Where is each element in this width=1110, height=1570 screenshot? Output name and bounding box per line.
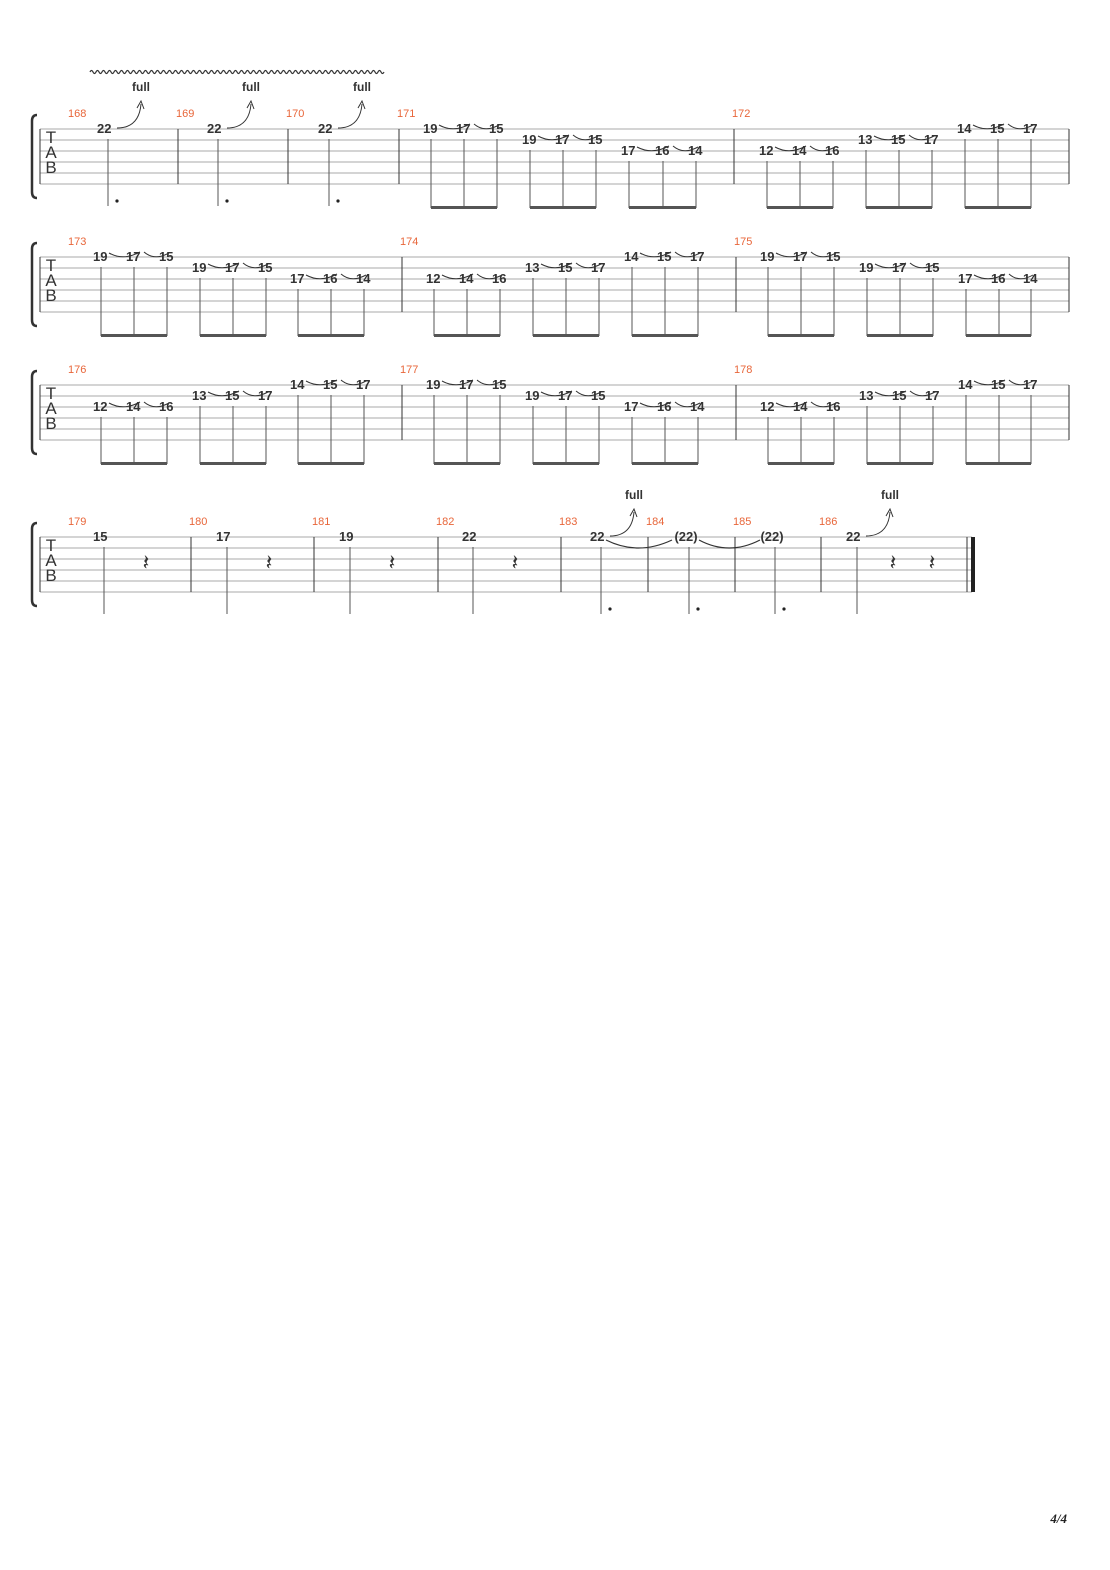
fret-number: 22 <box>462 529 477 544</box>
measure-number: 184 <box>646 516 665 528</box>
fret-number: 15 <box>991 377 1006 392</box>
measure <box>68 516 149 614</box>
tab-clef <box>45 536 57 585</box>
fret-number: 22 <box>97 121 112 136</box>
measure <box>400 364 705 465</box>
measure <box>732 108 1037 209</box>
measure-number: 179 <box>68 516 87 528</box>
fret-number: 13 <box>859 388 874 403</box>
fret-number: 15 <box>925 260 940 275</box>
fret-number: 17 <box>558 388 573 403</box>
beam <box>966 462 1031 465</box>
fret-number: 15 <box>225 388 240 403</box>
fret-number: 14 <box>126 399 141 414</box>
fret-number: 22 <box>207 121 222 136</box>
measure <box>68 364 370 465</box>
tab-system <box>32 488 975 614</box>
beam <box>434 334 500 337</box>
fret-number: 17 <box>258 388 273 403</box>
fret-number: 15 <box>892 388 907 403</box>
tab-systems <box>32 80 1069 614</box>
measure <box>734 364 1037 465</box>
fret-number: 17 <box>1023 121 1038 136</box>
tab-letter: A <box>45 271 57 290</box>
fret-number: 17 <box>356 377 371 392</box>
fret-number: (22) <box>674 529 698 544</box>
measure-number: 169 <box>176 108 195 120</box>
fret-number: 14 <box>1023 271 1038 286</box>
beam <box>101 334 167 337</box>
fret-number: 15 <box>591 388 606 403</box>
fret-number: 15 <box>258 260 273 275</box>
quarter-rest: 𝄽 <box>511 551 519 576</box>
fret-number: 17 <box>924 132 939 147</box>
fret-number: 19 <box>522 132 537 147</box>
fret-number: 19 <box>339 529 354 544</box>
fret-number: 17 <box>793 249 808 264</box>
fret-number: 17 <box>591 260 606 275</box>
measure-number: 181 <box>312 516 331 528</box>
beam <box>434 462 500 465</box>
fret-number: 14 <box>624 249 639 264</box>
beam <box>965 206 1031 209</box>
beam <box>431 206 497 209</box>
measure <box>176 80 260 206</box>
fret-number: 17 <box>290 271 305 286</box>
tab-letter: B <box>45 286 57 305</box>
fret-number: 17 <box>621 143 636 158</box>
fret-number: 15 <box>657 249 672 264</box>
tab-letter: A <box>45 399 57 418</box>
fret-number: 22 <box>590 529 605 544</box>
fret-number: 12 <box>93 399 108 414</box>
tab-letter: T <box>45 536 57 555</box>
fret-number: 16 <box>159 399 174 414</box>
beam <box>867 462 933 465</box>
measure-number: 182 <box>436 516 455 528</box>
measure-number: 173 <box>68 236 87 248</box>
beam <box>867 334 933 337</box>
system-bracket <box>32 115 37 198</box>
fret-number: 15 <box>159 249 174 264</box>
measure-number: 171 <box>397 108 416 120</box>
tab-letter: B <box>45 158 57 177</box>
measure <box>68 80 150 206</box>
duration-dot <box>336 199 339 202</box>
tab-letter: A <box>45 143 57 162</box>
system-bracket <box>32 243 37 326</box>
fret-number: 15 <box>990 121 1005 136</box>
measure <box>68 236 371 337</box>
beam <box>298 462 364 465</box>
tab-letter: T <box>45 256 57 275</box>
fret-number: 12 <box>426 271 441 286</box>
fret-number: (22) <box>760 529 784 544</box>
tab-letter: B <box>45 414 57 433</box>
fret-number: 14 <box>290 377 305 392</box>
fret-number: 14 <box>957 121 972 136</box>
fret-number: 15 <box>489 121 504 136</box>
fret-number: 19 <box>426 377 441 392</box>
tab-letter: B <box>45 566 57 585</box>
measure-number: 175 <box>734 236 753 248</box>
fret-number: 17 <box>456 121 471 136</box>
fret-number: 17 <box>126 249 141 264</box>
fret-number: 17 <box>555 132 570 147</box>
page-number: 4/4 <box>1050 1511 1067 1526</box>
quarter-rest: 𝄽 <box>928 551 936 576</box>
fret-number: 17 <box>690 249 705 264</box>
bend-label: full <box>353 80 371 94</box>
duration-dot <box>608 607 611 610</box>
measure-number: 170 <box>286 108 305 120</box>
fret-number: 16 <box>655 143 670 158</box>
duration-dot <box>696 607 699 610</box>
beam <box>200 334 266 337</box>
beam <box>966 334 1031 337</box>
bend-label: full <box>881 488 899 502</box>
measure <box>189 516 272 614</box>
fret-number: 14 <box>688 143 703 158</box>
measure <box>734 236 1038 337</box>
quarter-rest: 𝄽 <box>142 551 150 576</box>
vibrato-line <box>90 71 384 74</box>
tab-system <box>32 236 1069 337</box>
staff-lines <box>40 537 972 592</box>
measure <box>646 516 700 614</box>
beam <box>298 334 364 337</box>
measure <box>436 516 518 614</box>
measure <box>733 516 786 614</box>
tab-clef <box>45 256 57 305</box>
tab-system <box>32 80 1069 209</box>
system-bracket <box>32 371 37 454</box>
tab-system <box>32 364 1069 465</box>
fret-number: 15 <box>891 132 906 147</box>
tie <box>699 540 760 548</box>
fret-number: 15 <box>558 260 573 275</box>
fret-number: 14 <box>792 143 807 158</box>
fret-number: 17 <box>459 377 474 392</box>
tab-letter: T <box>45 384 57 403</box>
fret-number: 22 <box>318 121 333 136</box>
fret-number: 19 <box>859 260 874 275</box>
tab-letter: A <box>45 551 57 570</box>
beam <box>768 334 834 337</box>
tab-clef <box>45 384 57 433</box>
fret-number: 14 <box>356 271 371 286</box>
quarter-rest: 𝄽 <box>388 551 396 576</box>
measure-number: 176 <box>68 364 87 376</box>
fret-number: 19 <box>525 388 540 403</box>
tab-clef <box>45 128 57 177</box>
fret-number: 16 <box>825 143 840 158</box>
fret-number: 15 <box>93 529 108 544</box>
duration-dot <box>225 199 228 202</box>
fret-number: 22 <box>846 529 861 544</box>
measure <box>312 516 395 614</box>
duration-dot <box>782 607 785 610</box>
beam <box>866 206 932 209</box>
fret-number: 17 <box>925 388 940 403</box>
quarter-rest: 𝄽 <box>265 551 273 576</box>
fret-number: 13 <box>192 388 207 403</box>
beam <box>629 206 696 209</box>
fret-number: 17 <box>1023 377 1038 392</box>
fret-number: 17 <box>958 271 973 286</box>
tie <box>606 540 672 548</box>
fret-number: 15 <box>826 249 841 264</box>
measure <box>819 488 935 614</box>
fret-number: 15 <box>492 377 507 392</box>
fret-number: 19 <box>760 249 775 264</box>
beam <box>632 462 698 465</box>
fret-number: 19 <box>192 260 207 275</box>
beam <box>533 334 599 337</box>
measure-number: 186 <box>819 516 838 528</box>
measure-number: 180 <box>189 516 208 528</box>
fret-number: 19 <box>423 121 438 136</box>
measure-number: 183 <box>559 516 578 528</box>
fret-number: 17 <box>225 260 240 275</box>
measure-number: 172 <box>732 108 751 120</box>
fret-number: 14 <box>690 399 705 414</box>
measure <box>559 488 643 614</box>
beam <box>767 206 833 209</box>
fret-number: 12 <box>760 399 775 414</box>
bend-label: full <box>132 80 150 94</box>
fret-number: 19 <box>93 249 108 264</box>
fret-number: 14 <box>793 399 808 414</box>
fret-number: 13 <box>525 260 540 275</box>
beam <box>632 334 698 337</box>
measure <box>400 236 704 337</box>
quarter-rest: 𝄽 <box>889 551 897 576</box>
fret-number: 14 <box>958 377 973 392</box>
measure <box>397 108 703 209</box>
fret-number: 16 <box>323 271 338 286</box>
measure-number: 178 <box>734 364 753 376</box>
bend-label: full <box>625 488 643 502</box>
fret-number: 16 <box>492 271 507 286</box>
fret-number: 15 <box>323 377 338 392</box>
bend-label: full <box>242 80 260 94</box>
beam <box>530 206 596 209</box>
fret-number: 12 <box>759 143 774 158</box>
beam <box>768 462 834 465</box>
measure <box>286 80 371 206</box>
beam <box>200 462 266 465</box>
fret-number: 16 <box>657 399 672 414</box>
measure-number: 185 <box>733 516 752 528</box>
measure-number: 177 <box>400 364 419 376</box>
tab-letter: T <box>45 128 57 147</box>
fret-number: 16 <box>991 271 1006 286</box>
fret-number: 15 <box>588 132 603 147</box>
fret-number: 17 <box>892 260 907 275</box>
measure-number: 174 <box>400 236 419 248</box>
fret-number: 17 <box>216 529 231 544</box>
duration-dot <box>115 199 118 202</box>
fret-number: 17 <box>624 399 639 414</box>
beam <box>101 462 167 465</box>
final-barline-thick <box>971 537 975 592</box>
fret-number: 14 <box>459 271 474 286</box>
vibrato-wave <box>90 71 384 74</box>
beam <box>533 462 599 465</box>
system-bracket <box>32 523 37 606</box>
measure-number: 168 <box>68 108 87 120</box>
fret-number: 13 <box>858 132 873 147</box>
fret-number: 16 <box>826 399 841 414</box>
